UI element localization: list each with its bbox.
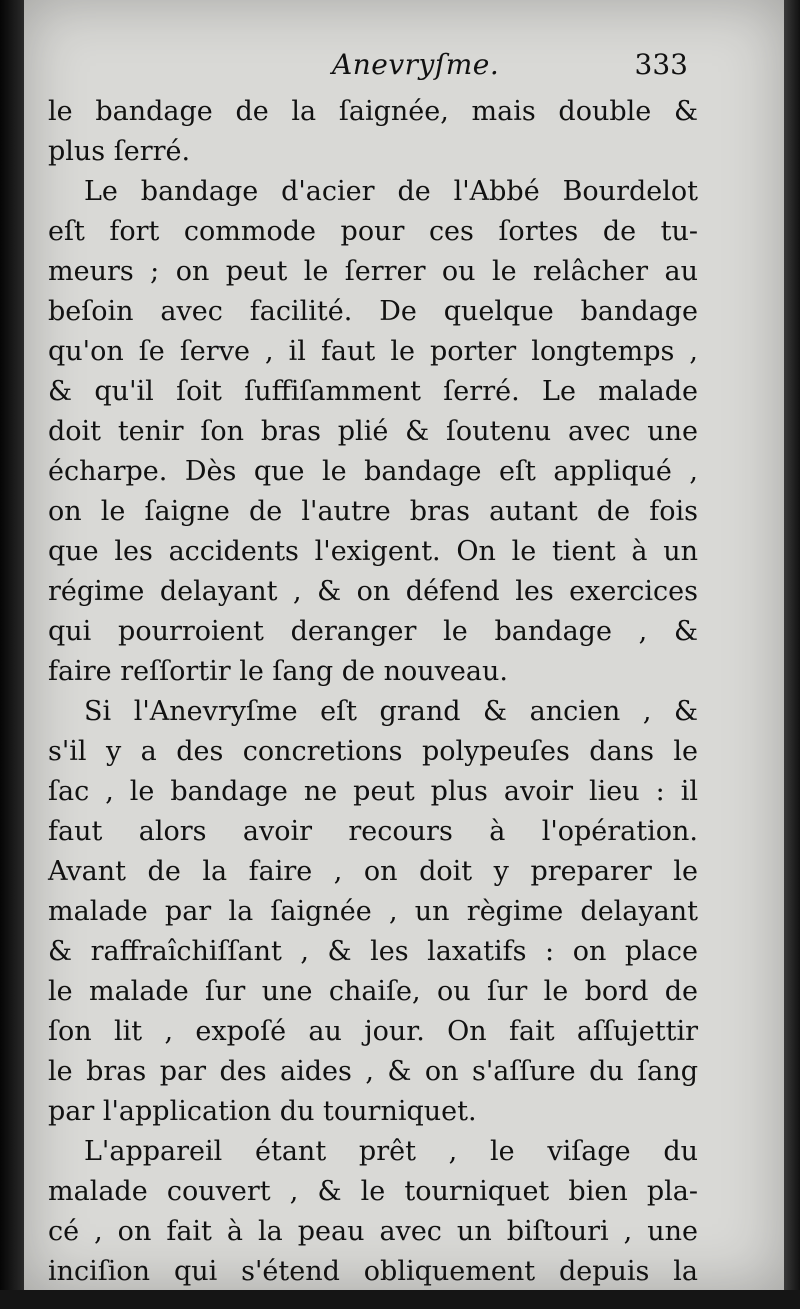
text-line: le bandage de la ſaignée, mais double & bbox=[48, 96, 698, 127]
text-line: que les accidents l'exigent. On le tient à un bbox=[48, 536, 698, 567]
page-edge-shadow bbox=[784, 0, 800, 1309]
text-line: qu'on ſe ſerve , il faut le porter longtemps , bbox=[48, 336, 698, 367]
text-line: L'appareil étant prêt , le viſage du bbox=[84, 1136, 698, 1167]
text-line: Si l'Anevryſme eſt grand & ancien , & bbox=[84, 696, 698, 727]
text-line: meurs ; on peut le ſerrer ou le relâcher au bbox=[48, 256, 698, 287]
text-line: régime delayant , & on défend les exercices bbox=[48, 576, 698, 607]
text-line: & qu'il ſoit ſuffiſamment ſerré. Le malade bbox=[48, 376, 698, 407]
text-line: malade couvert , & le tourniquet bien pla- bbox=[48, 1176, 698, 1207]
book-gutter-shadow bbox=[0, 0, 24, 1309]
page-bottom-shadow bbox=[0, 1290, 800, 1309]
text-line: beſoin avec facilité. De quelque bandage bbox=[48, 296, 698, 327]
text-line: s'il y a des concretions polypeuſes dans le bbox=[48, 736, 698, 767]
text-line: écharpe. Dès que le bandage eſt appliqué , bbox=[48, 456, 698, 487]
text-line: plus ſerré. bbox=[48, 136, 191, 167]
text-line: ſon lit , expoſé au jour. On fait aſſujettir bbox=[48, 1016, 698, 1047]
text-line: on le ſaigne de l'autre bras autant de fois bbox=[48, 496, 698, 527]
running-title: Anevryſme. bbox=[332, 48, 500, 81]
text-line: inciſion qui s'étend obliquement depuis la bbox=[48, 1256, 698, 1287]
page-number: 333 bbox=[634, 48, 688, 81]
text-line: malade par la ſaignée , un règime delayant bbox=[48, 896, 698, 927]
text-line: faire reſſortir le ſang de nouveau. bbox=[48, 656, 508, 687]
text-line: doit tenir ſon bras plié & ſoutenu avec une bbox=[48, 416, 698, 447]
text-line: faut alors avoir recours à l'opération. bbox=[48, 816, 698, 847]
text-line: par l'application du tourniquet. bbox=[48, 1096, 477, 1127]
text-line: le bras par des aides , & on s'aſſure du ſang bbox=[48, 1056, 698, 1087]
body-text bbox=[48, 92, 698, 1290]
text-line: Le bandage d'acier de l'Abbé Bourdelot bbox=[84, 176, 698, 207]
book-page bbox=[24, 0, 784, 1290]
page-header bbox=[48, 48, 688, 92]
text-line: le malade ſur une chaiſe, ou ſur le bord de bbox=[48, 976, 698, 1007]
text-line: eſt fort commode pour ces ſortes de tu- bbox=[48, 216, 698, 247]
text-line: qui pourroient deranger le bandage , & bbox=[48, 616, 698, 647]
text-line: & raffraîchiſſant , & les laxatifs : on place bbox=[48, 936, 698, 967]
text-line: Avant de la faire , on doit y preparer le bbox=[48, 856, 698, 887]
text-line: cé , on fait à la peau avec un biſtouri , une bbox=[48, 1216, 698, 1247]
text-line: ſac , le bandage ne peut plus avoir lieu : il bbox=[48, 776, 698, 807]
